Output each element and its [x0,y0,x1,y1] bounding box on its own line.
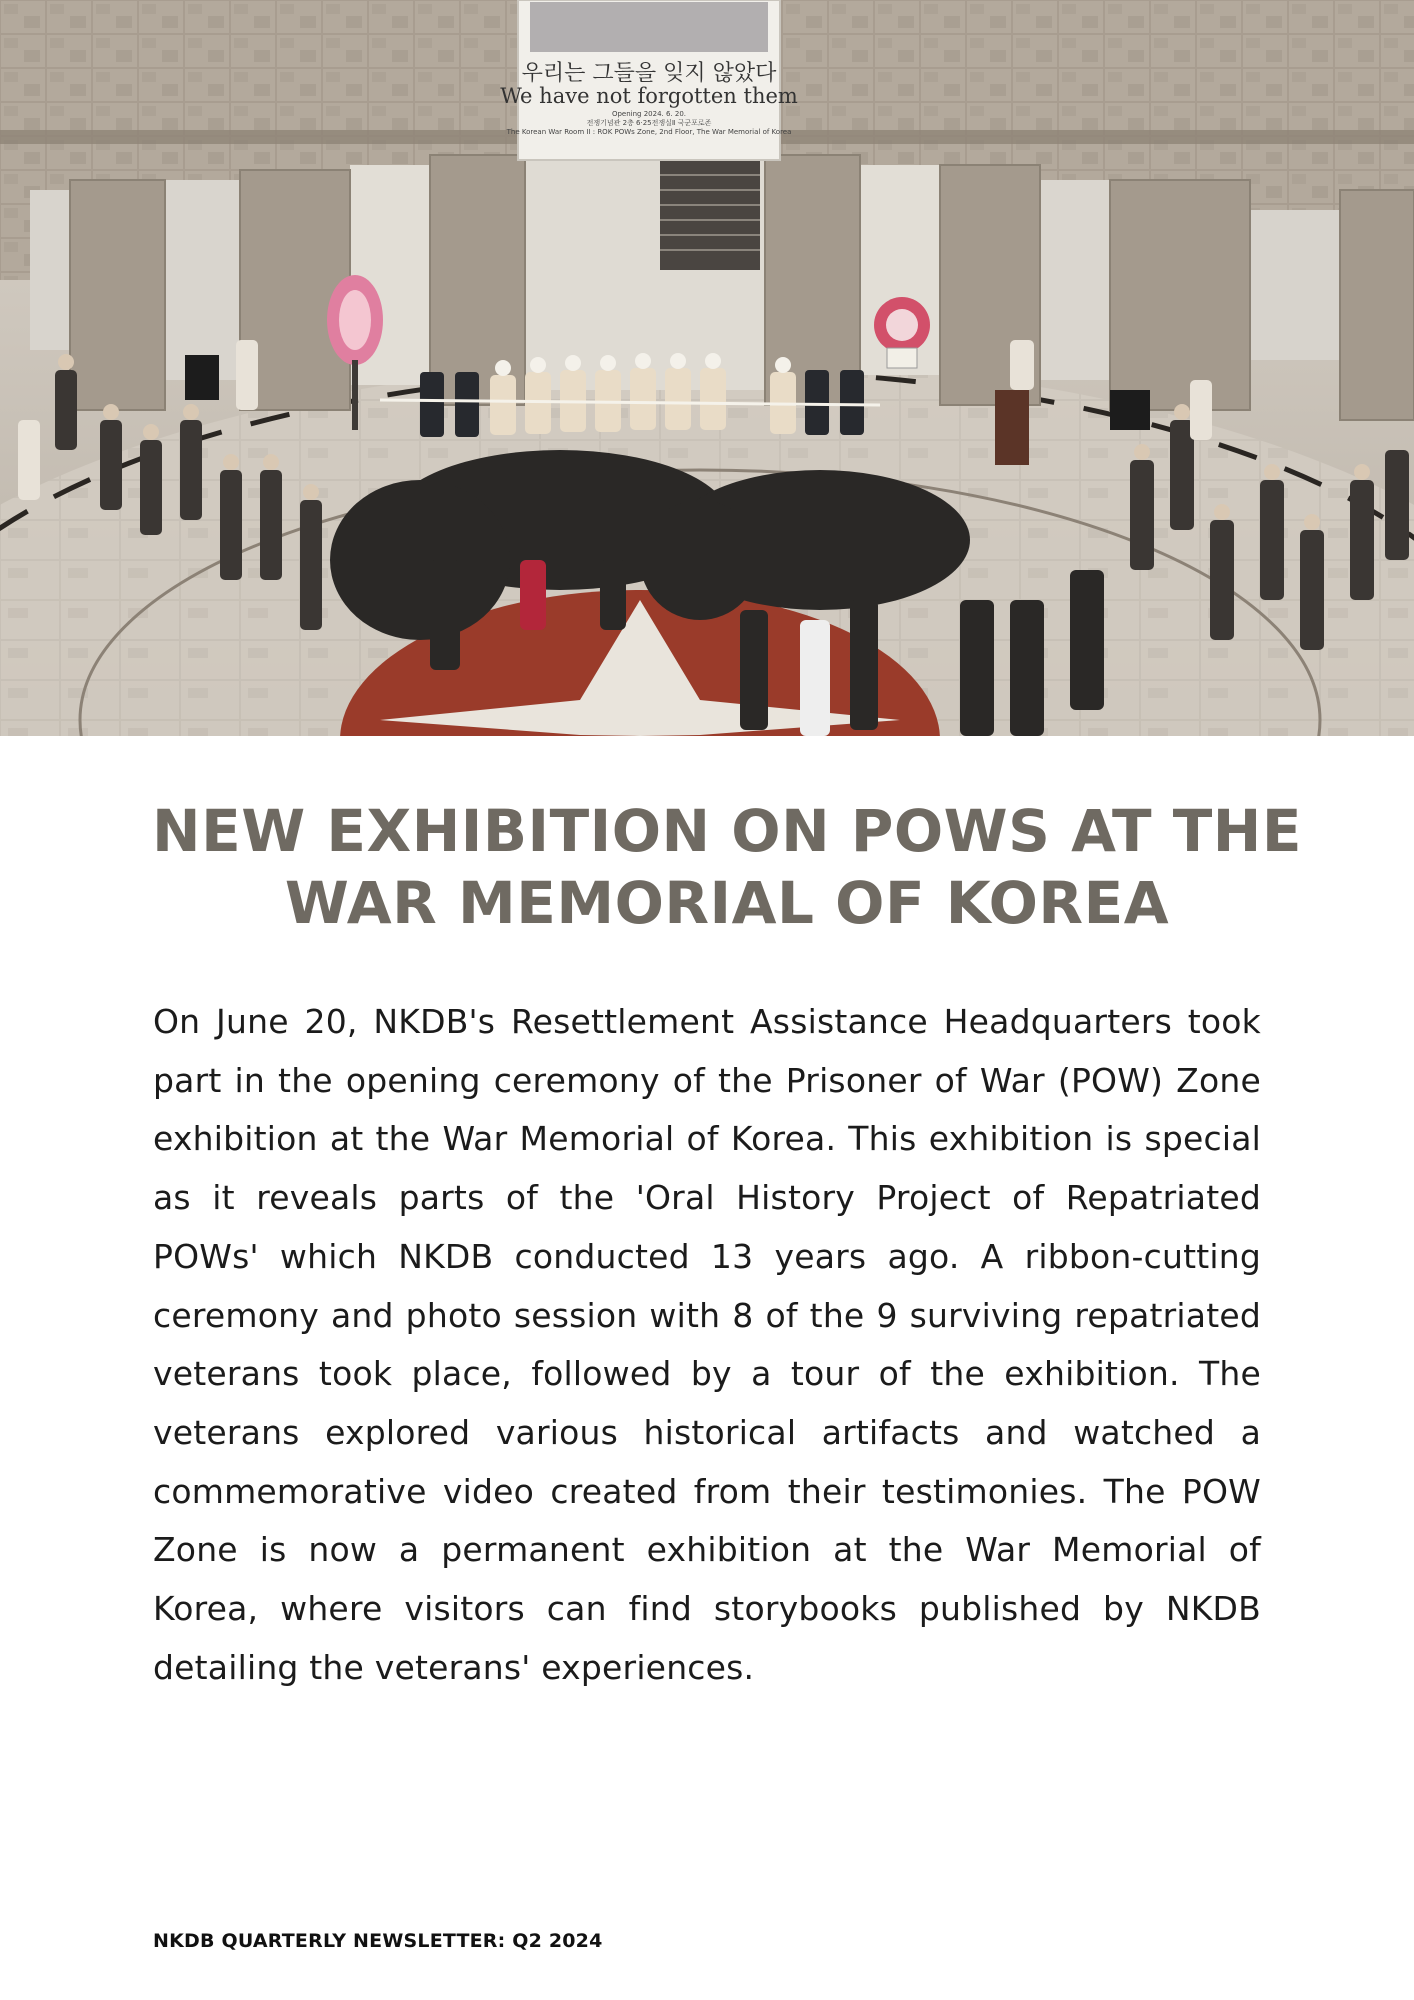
speaker-right [1110,390,1150,430]
banner-location-english: The Korean War Room II : ROK POWs Zone, 2nd Floor, The War Memorial of Korea [506,128,792,136]
exhibition-banner [500,0,798,160]
banner-opening: Opening 2024. 6. 20. [611,110,687,118]
ceremony-photo [0,0,1414,736]
article-body: On June 20, NKDB's Resettlement Assistance Headquarters took part in the opening ceremony of the Prisoner of War (POW) Zone exhibition at the War Memorial of Korea. This exhibition is special as it reveals parts of the 'Oral History Project of Repatriated POWs' which NKDB conducted 13 years ago. A ribbon-cutting ceremony and photo session with 8 of the 9 surviving repatriated veterans took place, followed by a tour of the exhibition. The veterans explored various historical artifacts and watched a commemorative video created from their testimonies. The POW Zone is now a permanent exhibition at the War Memorial of Korea, where visitors can find storybooks published by NKDB detailing the veterans' experiences. [153,1002,1261,1687]
banner-title-korean: 우리는 그들을 잊지 않았다 [521,61,777,86]
banner-location-korean: 전쟁기념관 2층 6·25전쟁실Ⅱ 국군포로존 [586,119,712,127]
banner-title-english: We have not forgotten them [500,84,798,108]
newsletter-footer: NKDB QUARTERLY NEWSLETTER: Q2 2024 [153,1930,603,1952]
article-title [120,795,1334,939]
article-title-line-2: WAR MEMORIAL OF KOREA [284,869,1170,937]
podium [995,390,1029,465]
article-title-line-1: NEW EXHIBITION ON POWS AT THE [152,797,1302,865]
speaker-left [185,355,219,400]
staircase [660,160,760,270]
